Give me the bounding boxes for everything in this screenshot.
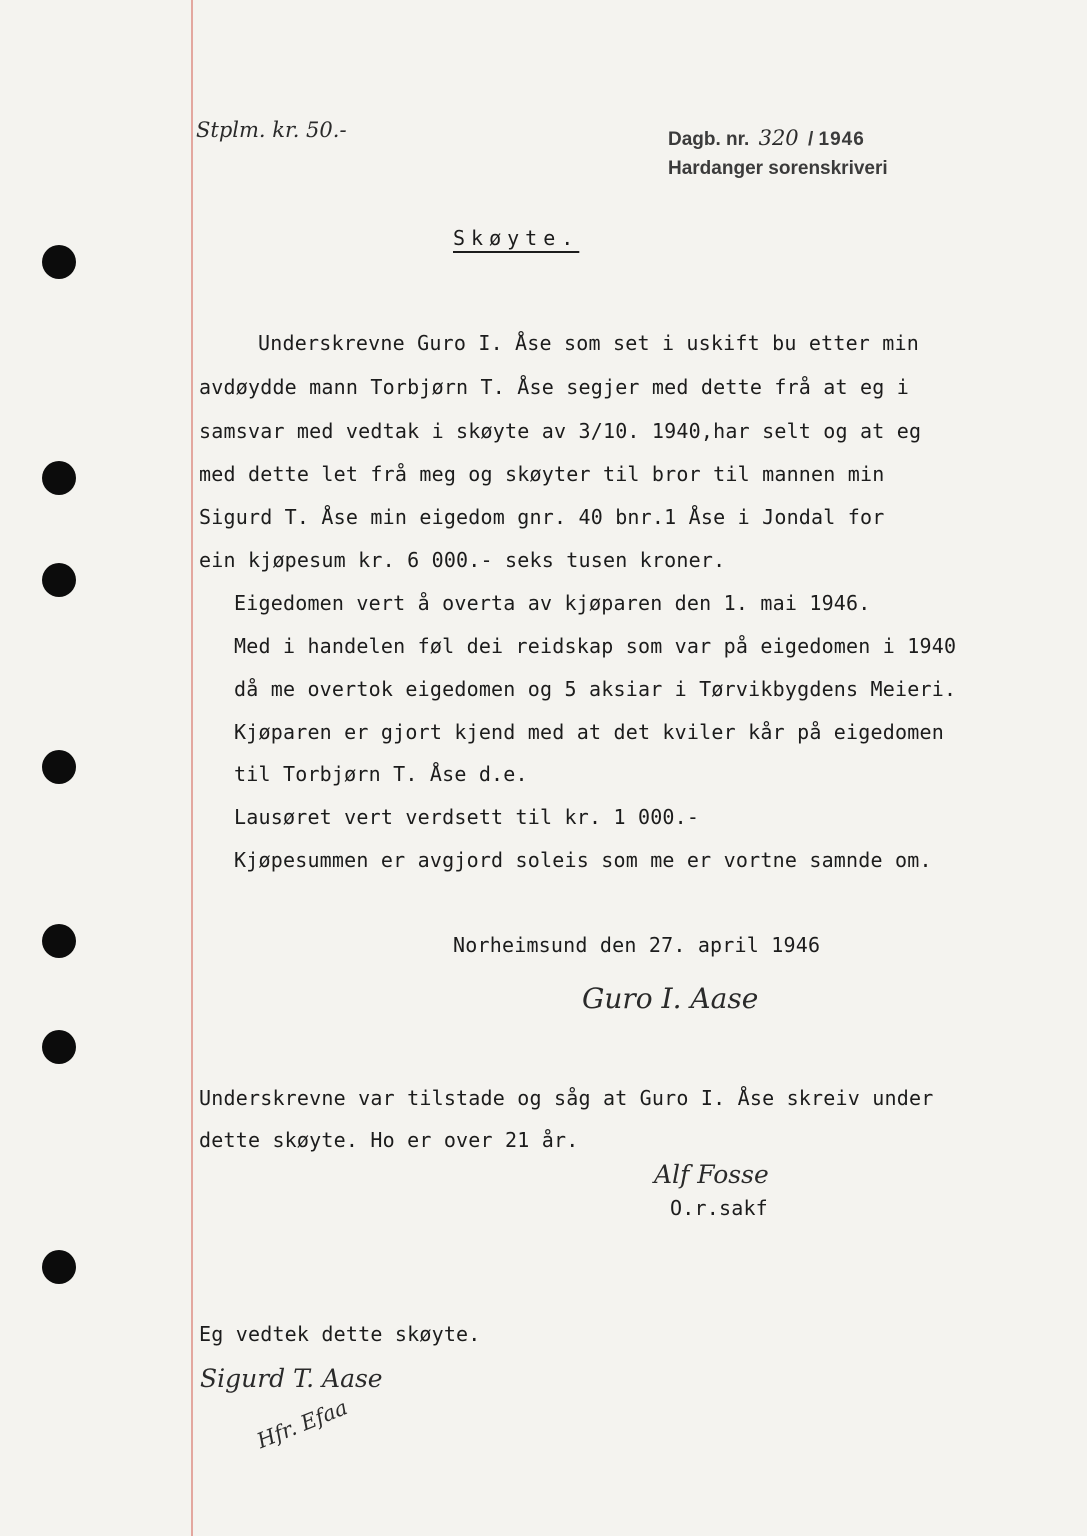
margin-rule (191, 0, 193, 1536)
stamp-prefix: Dagb. nr. (668, 129, 750, 150)
body-line: Lausøret vert verdsett til kr. 1 000.- (234, 805, 700, 829)
buyer-initials: Hfr. Efaa (253, 1395, 351, 1454)
punch-hole (42, 924, 76, 958)
punch-hole (42, 750, 76, 784)
punch-hole (42, 1030, 76, 1064)
body-line: Sigurd T. Åse min eigedom gnr. 40 bnr.1 Åse i Jondal for (199, 505, 885, 529)
punch-hole (42, 461, 76, 495)
body-line: Kjøparen er gjort kjend med at det kviler kår på eigedomen (234, 720, 944, 744)
buyer-signature: Sigurd T. Aase (200, 1364, 383, 1393)
body-line: ein kjøpesum kr. 6 000.- seks tusen kroner. (199, 548, 726, 572)
punch-hole (42, 245, 76, 279)
stamp-separator: / (807, 129, 814, 150)
body-line: samsvar med vedtak i skøyte av 3/10. 1940,har selt og at eg (199, 419, 922, 443)
stamp-year: 1946 (818, 129, 865, 150)
body-line: Kjøpesummen er avgjord soleis som me er vortne samnde om. (234, 848, 932, 872)
witness-line: dette skøyte. Ho er over 21 år. (199, 1128, 579, 1152)
body-line: til Torbjørn T. Åse d.e. (234, 762, 528, 786)
fee-note: Stplm. kr. 50.- (196, 118, 347, 142)
place-date: Norheimsund den 27. april 1946 (453, 933, 821, 957)
body-line: Eigedomen vert å overta av kjøparen den 1. mai 1946. (234, 591, 871, 615)
registry-stamp-line1 (668, 126, 865, 151)
punch-hole (42, 563, 76, 597)
body-line: Underskrevne Guro I. Åse som set i uskift bu etter min (258, 331, 920, 355)
body-line: avdøydde mann Torbjørn T. Åse segjer med dette frå at eg i (199, 375, 909, 399)
witness-signature: Alf Fosse (654, 1160, 769, 1189)
seller-signature: Guro I. Aase (582, 982, 759, 1015)
registry-stamp-line2: Hardanger sorenskriveri (668, 158, 888, 179)
stamp-number: 320 (758, 126, 799, 150)
punch-hole (42, 1250, 76, 1284)
body-line: Med i handelen føl dei reidskap som var på eigedomen i 1940 (234, 634, 957, 658)
document-title: Skøyte. (453, 226, 580, 250)
witness-title: O.r.sakf (670, 1196, 768, 1220)
witness-line: Underskrevne var tilstade og såg at Guro I. Åse skreiv under (199, 1086, 934, 1110)
body-line: med dette let frå meg og skøyter til bror til mannen min (199, 462, 885, 486)
body-line: då me overtok eigedomen og 5 aksiar i Tørvikbygdens Meieri. (234, 677, 957, 701)
acceptance-line: Eg vedtek dette skøyte. (199, 1322, 481, 1346)
